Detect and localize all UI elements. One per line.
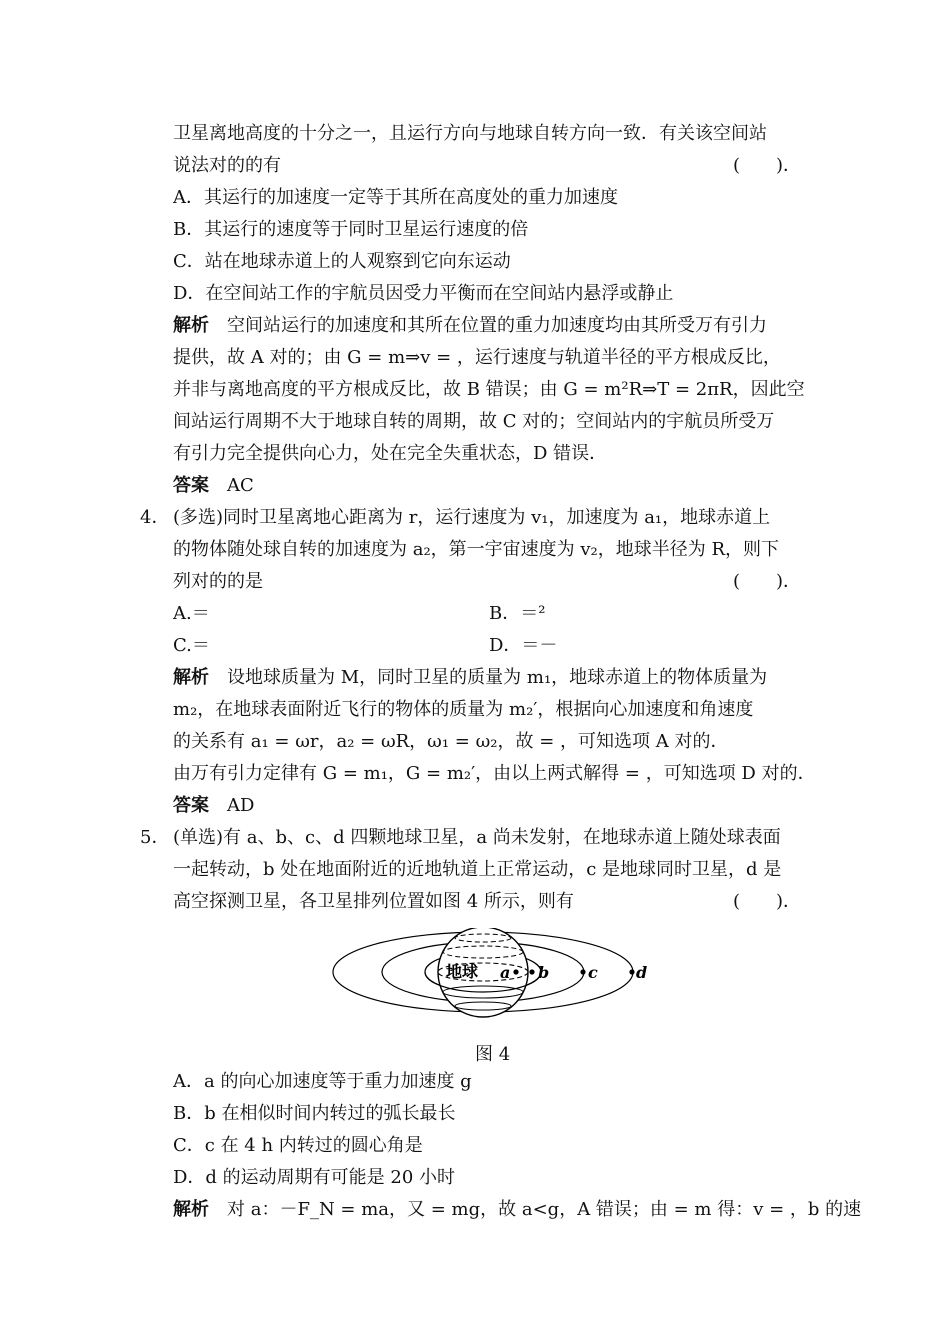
option-c: C．站在地球赤道上的人观察到它向东运动 [173,251,511,272]
answer-value: AC [227,475,254,496]
answer-label: 答案 [173,795,209,816]
question-line: 的物体随处球自转的加速度为 a₂，第一宇宙速度为 v₂，地球半径为 R，则下 [173,539,780,560]
orbit-diagram [330,928,650,1020]
analysis-label: 解析 [173,315,209,336]
answer-line [173,474,254,498]
satellite-c-dot [580,969,585,974]
analysis-line: m₂，在地球表面附近飞行的物体的质量为 m₂′，根据向心加速度和角速度 [173,699,754,720]
question-text: 列对的的是 [173,571,263,592]
analysis-label: 解析 [173,667,209,688]
analysis-line: 间站运行周期不大于地球自转的周期，故 C 对的；空间站内的宇航员所受万 [173,411,775,432]
question-line: (单选)有 a、b、c、d 四颗地球卫星，a 尚未发射，在地球赤道上随处球表面 [173,827,781,848]
paragraph-line: 卫星离地高度的十分之一，且运行方向与地球自转方向一致．有关该空间站 [173,123,767,144]
analysis-line: 的关系有 a₁ = ωr，a₂ = ωR，ω₁ = ω₂，故 = ，可知选项 A 对的． [173,731,729,752]
question-line: 一起转动，b 处在地面附近的近地轨道上正常运动，c 是地球同时卫星，d 是 [173,859,782,880]
satellite-d-dot [629,969,634,974]
option-b: B．＝² [489,603,546,624]
question-number: 4． [140,507,170,528]
analysis-text: 设地球质量为 M，同时卫星的质量为 m₁，地球赤道上的物体质量为 [227,667,768,688]
analysis-line: 并非与离地高度的平方根成反比，故 B 错误；由 G = m²R⇒T = 2πR，因此空 [173,379,805,400]
option-c: C．c 在 4 h 内转过的圆心角是 [173,1135,423,1156]
answer-paren: ( )． [733,571,802,592]
analysis-line [173,1198,861,1222]
option-b: B．b 在相似时间内转过的弧长最长 [173,1103,456,1124]
paragraph-line [173,154,813,178]
analysis-line [173,314,767,338]
analysis-text: 对 a：－F_N = ma，又 = mg，故 a<g，A 错误；由 = m 得：v = ，b 的速 [227,1199,862,1220]
satellite-b-dot [529,969,534,974]
option-d: D．在空间站工作的宇航员因受力平衡而在空间站内悬浮或静止 [173,283,674,304]
analysis-text: 空间站运行的加速度和其所在位置的重力加速度均由其所受万有引力 [227,315,767,336]
option-a: A．a 的向心加速度等于重力加速度 g [173,1071,472,1092]
satellite-d-label: d [636,963,648,982]
analysis-line [173,666,767,690]
answer-paren: ( )． [733,155,802,176]
answer-line [173,794,254,818]
satellite-a-dot [513,969,518,974]
option-a: A.＝ [173,603,210,624]
analysis-line: 提供，故 A 对的；由 G = m⇒v = ，运行速度与轨道半径的平方根成反比， [173,347,781,368]
option-c: C.＝ [173,635,210,656]
option-row [173,602,813,626]
question-line [173,570,813,594]
satellite-a-label: a [500,963,511,982]
question-number: 5． [140,827,170,848]
question-text: 高空探测卫星，各卫星排列位置如图 4 所示，则有 [173,891,574,912]
question-line: (多选)同时卫星离地心距离为 r，运行速度为 v₁，加速度为 a₁，地球赤道上 [173,507,771,528]
option-b: B．其运行的速度等于同时卫星运行速度的倍 [173,219,529,240]
answer-paren: ( )． [733,891,802,912]
option-d: D．d 的运动周期有可能是 20 小时 [173,1167,456,1188]
earth-label: 地球 [446,962,479,981]
option-row [173,634,813,658]
satellite-b-label: b [538,963,550,982]
analysis-line: 由万有引力定律有 G = m₁，G = m₂′，由以上两式解得 = ，可知选项 D 对的． [173,763,816,784]
option-a: A．其运行的加速度一定等于其所在高度处的重力加速度 [173,187,618,208]
paragraph-text: 说法对的的有 [173,155,281,176]
answer-value: AD [227,795,255,816]
satellite-c-label: c [588,963,598,982]
analysis-line: 有引力完全提供向心力，处在完全失重状态，D 错误． [173,443,608,464]
answer-label: 答案 [173,475,209,496]
option-d: D．＝－ [489,635,558,656]
question-line [173,890,813,914]
analysis-label: 解析 [173,1199,209,1220]
figure-caption: 图 4 [475,1044,511,1065]
